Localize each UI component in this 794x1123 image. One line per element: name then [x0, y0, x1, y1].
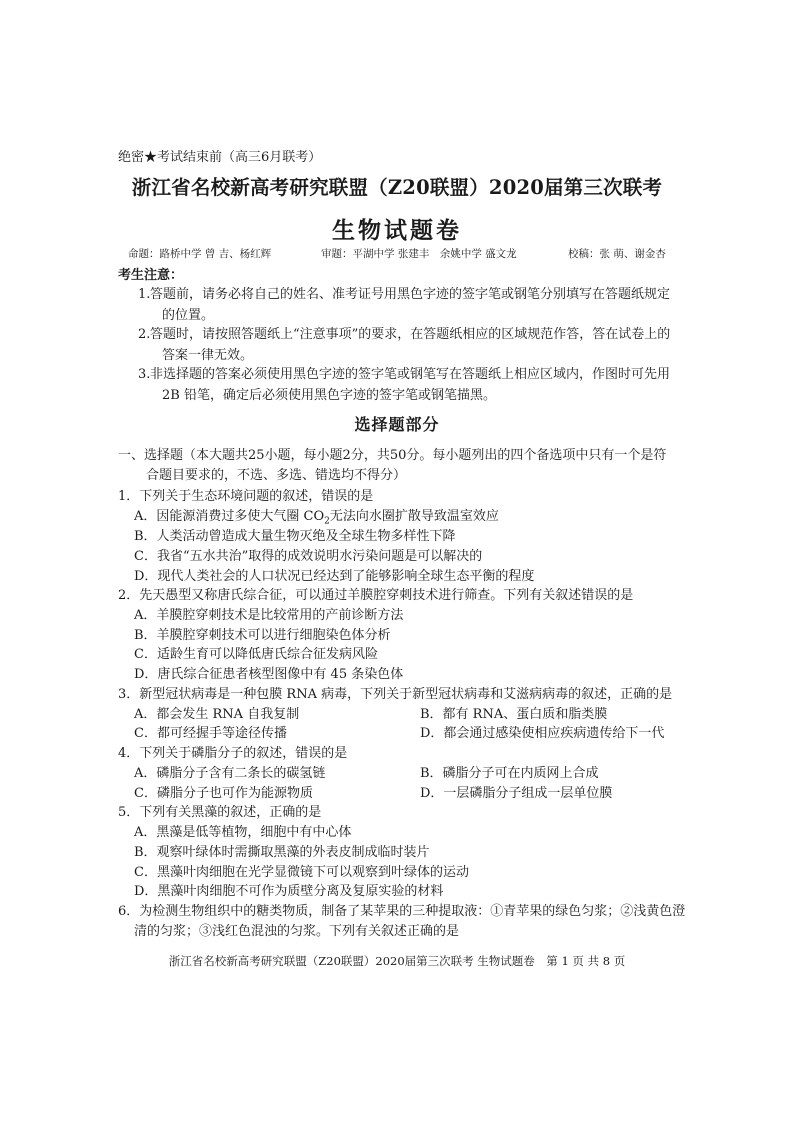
question-stem: 2．先天愚型又称唐氏综合征，可以通过羊膜腔穿刺技术进行筛查。下列有关叙述错误的是 [118, 588, 634, 603]
subscript: 2 [324, 516, 330, 527]
credits-review: 审题：平湖中学 张建丰 余姚中学 盛文龙 [321, 248, 517, 260]
option-a: A．都会发生 RNA 自我复制 [134, 707, 300, 722]
option-d: D．都会通过感染使相应疾病遗传给下一代 [420, 726, 665, 741]
option-b: B．羊膜腔穿刺技术可以进行细胞染色体分析 [134, 628, 391, 643]
option-text: A．因能源消费过多使大气圈 CO [134, 509, 325, 524]
question-stem: 3．新型冠状病毒是一种包膜 RNA 病毒，下列关于新型冠状病毒和艾滋病病毒的叙述，正确的是 [118, 687, 673, 702]
section-intro: 一、选择题（本大题共25小题，每小题2分，共50分。每小题列出的四个备选项中只有一个是符 [118, 448, 667, 463]
question-stem: 6．为检测生物组织中的糖类物质，制备了某苹果的三种提取液：①青苹果的绿色匀浆；②浅黄色澄 [118, 904, 686, 919]
section-title: 选择题部分 [354, 415, 440, 434]
credits-author: 命题：路桥中学 曾 吉、杨红辉 [128, 248, 272, 260]
option-d: D．黑藻叶肉细胞不可作为质壁分离及复原实验的材料 [134, 884, 444, 899]
question-stem: 5．下列有关黑藻的叙述，正确的是 [118, 805, 322, 820]
option-b: B．观察叶绿体时需撕取黑藻的外表皮制成临时装片 [134, 845, 430, 860]
option-text: 无法向水圈扩散导致温室效应 [329, 509, 499, 524]
option-c: C．磷脂分子也可作为能源物质 [134, 786, 313, 801]
notice-number: 2. [138, 327, 151, 342]
option-c: C．适龄生育可以降低唐氏综合征发病风险 [134, 647, 378, 662]
option-b: B．人类活动曾造成大量生物灭绝及全球生物多样性下降 [134, 529, 456, 544]
exam-title: 浙江省名校新高考研究联盟（Z20联盟）2020届第三次联考 [131, 176, 663, 199]
option-c: C．黑藻叶肉细胞在光学显微镜下可以观察到叶绿体的运动 [134, 865, 469, 880]
question-stem: 1．下列关于生态环境问题的叙述，错误的是 [118, 489, 374, 504]
notice-text: 答题时，请按照答题纸上“注意事项”的要求，在答题纸相应的区域规范作答，答在试卷上的 [150, 327, 671, 342]
notice-text: 非选择题的答案必须使用黑色字迹的签字笔或钢笔写在答题纸上相应区域内，作图时可先用 [150, 367, 671, 382]
section-intro: 合题目要求的，不选、多选、错选均不得分） [146, 468, 407, 483]
option-c: C．我省“五水共治”取得的成效说明水污染问题是可以解决的 [134, 549, 483, 564]
secret-mark: 绝密★考试结束前（高三6月联考） [118, 150, 322, 165]
notice-text: 2B 铅笔，确定后必须使用黑色字迹的签字笔或钢笔描黑。 [162, 388, 496, 403]
option-a: A．羊膜腔穿刺技术是比较常用的产前诊断方法 [134, 608, 404, 623]
option-b: B．都有 RNA、蛋白质和脂类膜 [420, 707, 608, 722]
option-b: B．磷脂分子可在内质网上合成 [420, 766, 599, 781]
option-d: D．现代人类社会的人口状况已经达到了能够影响全球生态平衡的程度 [134, 569, 535, 584]
option-d: D．唐氏综合征患者核型图像中有 45 条染色体 [134, 667, 404, 682]
question-stem: 清的匀浆；③浅红色混浊的匀浆。下列有关叙述正确的是 [134, 924, 460, 939]
notice-number: 1. [138, 287, 151, 302]
notice-text: 答案一律无效。 [162, 348, 254, 363]
notice-heading: 考生注意： [118, 268, 184, 283]
option-c: C．都可经握手等途径传播 [134, 726, 287, 741]
notice-number: 3. [138, 367, 151, 382]
page-footer: 浙江省名校新高考研究联盟（Z20联盟）2020届第三次联考 生物试题卷 第 1 页 共 8 页 [168, 954, 626, 968]
option-a: A．磷脂分子含有二条长的碳氢链 [134, 766, 326, 781]
notice-text: 的位置。 [162, 308, 215, 323]
option-d: D．一层磷脂分子组成一层单位膜 [420, 786, 613, 801]
credits-proof: 校稿：张 萌、谢金杏 [568, 248, 666, 260]
question-stem: 4．下列关于磷脂分子的叙述，错误的是 [118, 746, 348, 761]
option-a: A．黑藻是低等植物，细胞中有中心体 [134, 825, 352, 840]
notice-text: 答题前，请务必将自己的姓名、准考证号用黑色字迹的签字笔或钢笔分别填写在答题纸规定 [150, 287, 671, 302]
option-a [134, 505, 499, 527]
exam-subtitle: 生物试题卷 [332, 217, 462, 244]
